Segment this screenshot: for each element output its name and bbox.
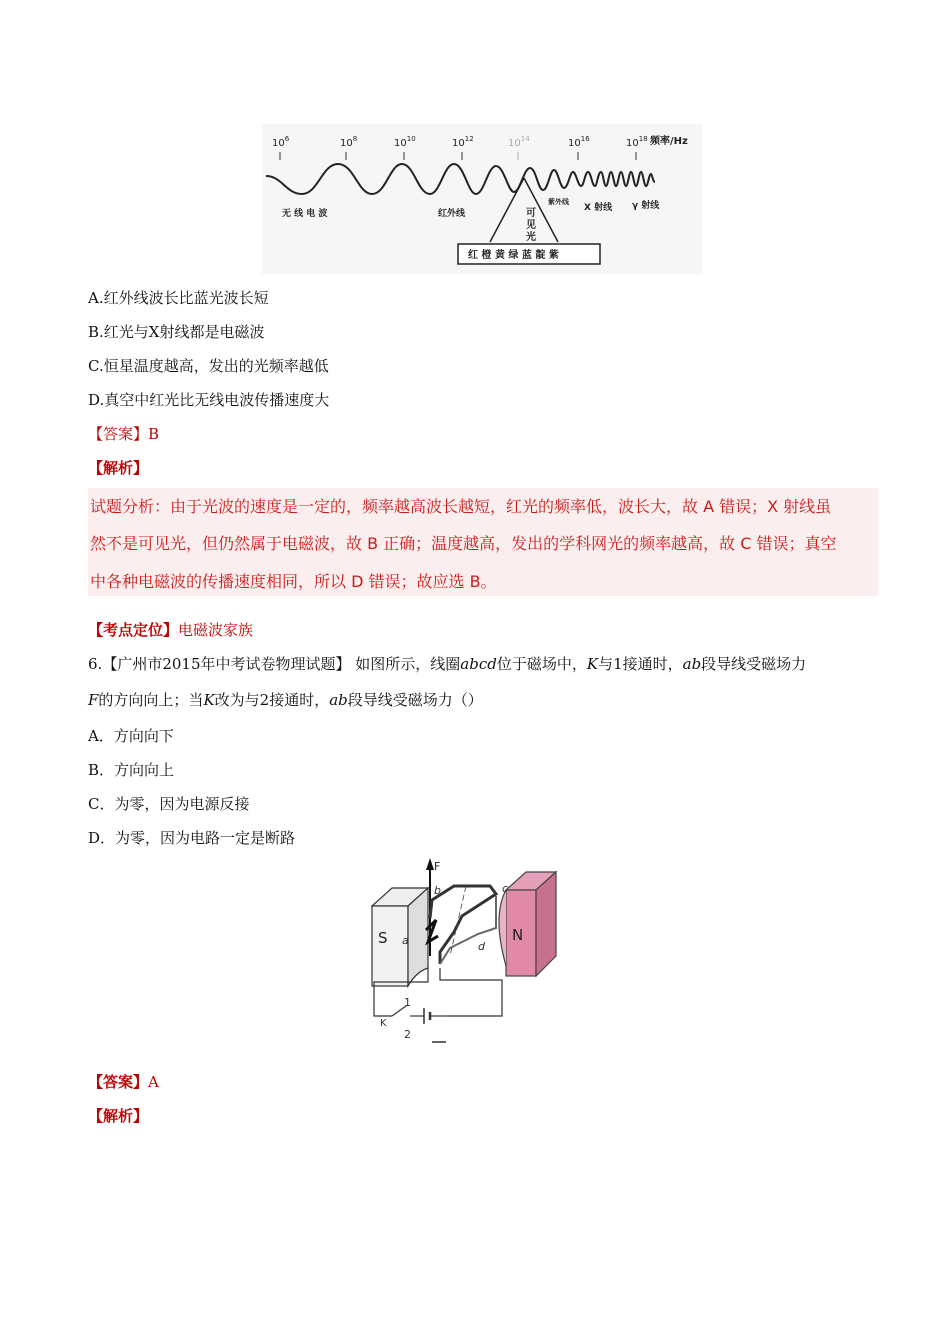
freq-label-7: $10^{18}$ xyxy=(626,135,648,149)
q6-stem-text: 段导线受磁场力（） xyxy=(347,691,483,709)
q6-stem-f: F xyxy=(88,691,99,709)
q5-analysis-line-3: 中各种电磁波的传播速度相同，所以 D 错误；故应选 B。 xyxy=(90,572,497,591)
q6-stem-line-1 xyxy=(88,654,806,674)
q6-number: 6. xyxy=(88,655,103,673)
freq-label-6: $10^{16}$ xyxy=(568,135,590,149)
q6-stem-text: 如图所示，线圈 xyxy=(350,655,461,673)
switch-1-label: 1 xyxy=(404,996,411,1009)
d-label: d xyxy=(478,940,485,953)
q6-option-c: C．为零，因为电源反接 xyxy=(88,795,250,813)
visible-char-2: 见 xyxy=(526,220,536,231)
q6-stem-k: K xyxy=(586,655,599,673)
q6-stem-line-2 xyxy=(88,690,483,710)
q5-option-d: D.真空中红光比无线电波传播速度大 xyxy=(88,391,330,409)
xray-label: X 射线 xyxy=(584,203,613,213)
q5-topic-value: 电磁波家族 xyxy=(178,621,254,639)
motor-figure xyxy=(366,856,566,1052)
q5-analysis-tag: 【解析】 xyxy=(88,459,149,477)
ultraviolet-label: 紫外线 xyxy=(548,198,569,206)
gamma-label: γ 射线 xyxy=(632,201,660,211)
infrared-label: 红外线 xyxy=(438,209,466,219)
q6-stem-text: 段导线受磁场力 xyxy=(701,655,807,673)
freq-label-4: $10^{12}$ xyxy=(452,135,474,149)
q5-answer-tag: 【答案】 xyxy=(88,425,149,443)
q5-answer xyxy=(88,424,159,444)
q5-analysis-line-2: 然不是可见光，但仍然属于电磁波，故 B 正确；温度越高，发出的学科网光的频率越高，故 C 错误；真空 xyxy=(90,534,837,553)
a-label: a xyxy=(402,934,409,947)
visible-colors-label: 红 橙 黄 绿 蓝 靛 紫 xyxy=(468,250,559,261)
q6-answer-tag: 【答案】 xyxy=(88,1073,149,1091)
q5-analysis-line-1: 试题分析：由于光波的速度是一定的，频率越高波长越短，红光的频率低，波长大，故 A 错误；X 射线虽 xyxy=(90,497,832,516)
q6-stem-text: 的方向向上；当 xyxy=(98,691,204,709)
q6-answer xyxy=(88,1072,159,1092)
q6-stem-text: 位于磁场中， xyxy=(496,655,587,673)
q6-option-d: D．为零，因为电路一定是断路 xyxy=(88,829,296,847)
freq-label-1: $10^6$ xyxy=(272,135,290,149)
q5-option-a: A.红外线波长比蓝光波长短 xyxy=(88,289,269,307)
visible-char-1: 可 xyxy=(526,208,536,219)
b-label: b xyxy=(434,884,441,897)
q6-stem-text: 改为与2接通时， xyxy=(214,691,330,709)
s-label: S xyxy=(378,929,388,947)
q6-stem-abcd: abcd xyxy=(460,655,497,673)
q5-option-b: B.红光与X射线都是电磁波 xyxy=(88,323,265,341)
q5-topic xyxy=(88,620,253,640)
q6-option-b: B．方向向上 xyxy=(88,761,175,779)
freq-unit: 频率/Hz xyxy=(650,136,688,147)
freq-label-5: $10^{14}$ xyxy=(508,135,530,149)
q6-stem-k: K xyxy=(203,691,215,709)
q5-option-c: C.恒星温度越高，发出的光频率越低 xyxy=(88,357,329,375)
q6-answer-value: A xyxy=(148,1073,159,1091)
q6-stem-ab: ab xyxy=(682,655,702,673)
k-label: K xyxy=(380,1018,387,1029)
n-label: N xyxy=(512,926,524,944)
q5-answer-value: B xyxy=(148,425,160,443)
q6-analysis-tag: 【解析】 xyxy=(88,1107,149,1125)
em-spectrum-figure xyxy=(262,124,702,274)
freq-label-2: $10^8$ xyxy=(340,135,358,149)
q6-stem-ab: ab xyxy=(329,691,348,709)
q6-option-a: A．方向向下 xyxy=(88,727,174,745)
q6-stem-text: 与1接通时， xyxy=(598,655,683,673)
switch-2-label: 2 xyxy=(404,1028,411,1041)
c-label: c xyxy=(502,882,509,895)
q6-source: 【广州市2015年中考试卷物理试题】 xyxy=(102,655,351,673)
q5-topic-tag: 【考点定位】 xyxy=(88,621,179,639)
visible-char-3: 光 xyxy=(526,232,536,243)
f-label: F xyxy=(434,860,441,873)
freq-label-3: $10^{10}$ xyxy=(394,135,416,149)
radio-wave-label: 无 线 电 波 xyxy=(282,209,328,219)
